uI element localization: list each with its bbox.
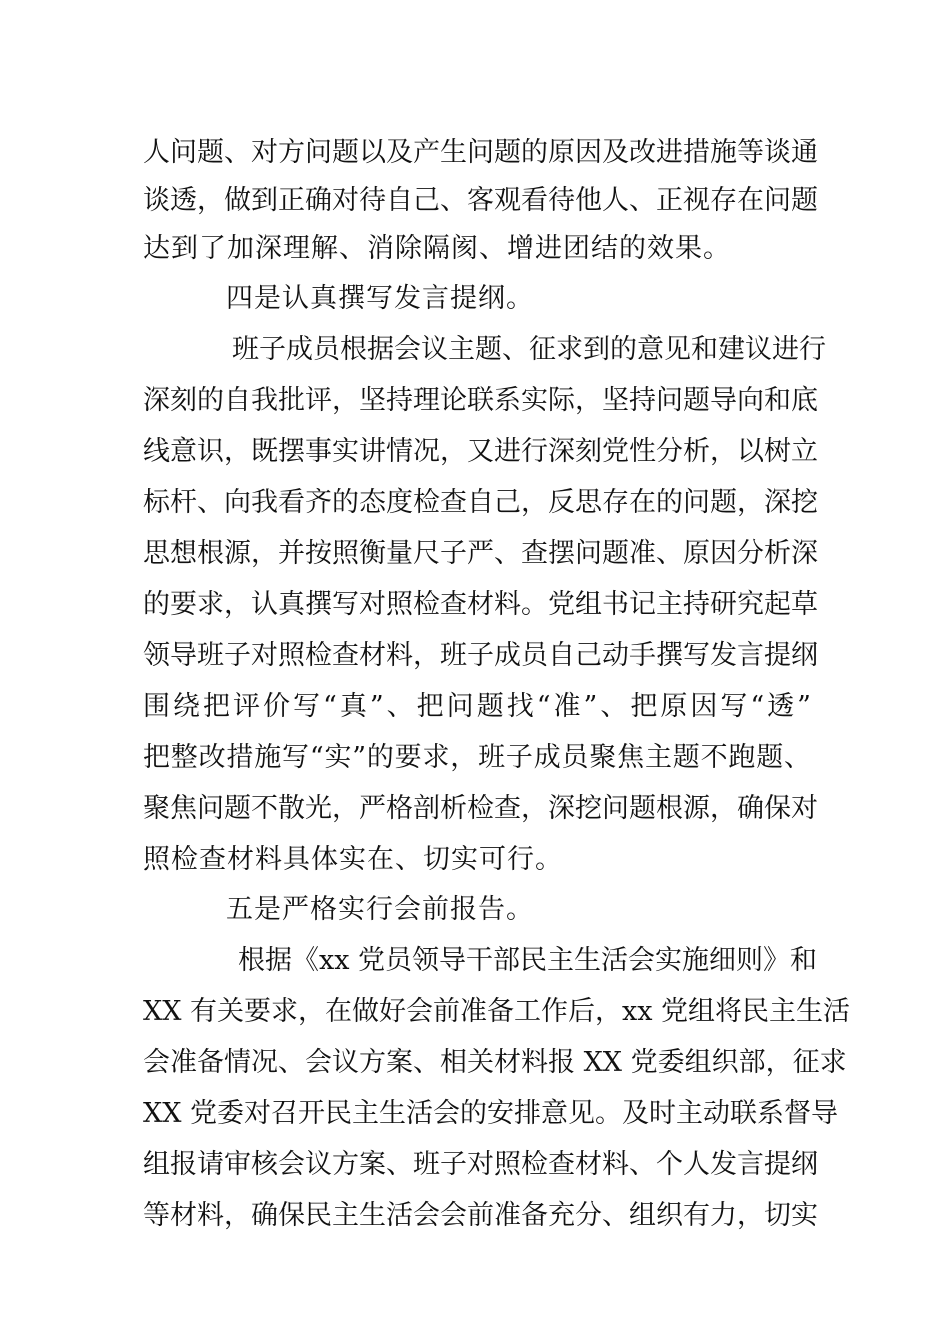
paragraph-line: 照检查材料具体实在、切实可行。 <box>143 844 563 875</box>
paragraph-line: 人问题、对方问题以及产生问题的原因及改进措施等谈通 <box>143 137 818 168</box>
section-heading: 四是认真撰写发言提纲。 <box>226 283 534 314</box>
section-heading: 五是严格实行会前报告。 <box>226 894 534 925</box>
paragraph-line: XX 有关要求，在做好会前准备工作后，xx 党组将民主生活 <box>143 996 851 1027</box>
paragraph-line: 思想根源，并按照衡量尺子严、查摆问题准、原因分析深 <box>143 538 818 569</box>
paragraph-line: 标杆、向我看齐的态度检查自己，反思存在的问题，深挖 <box>143 487 818 518</box>
paragraph-line: 达到了加深理解、消除隔阂、增进团结的效果。 <box>143 233 731 264</box>
paragraph-line: 等材料，确保民主生活会会前准备充分、组织有力，切实 <box>143 1200 818 1231</box>
paragraph-line: 领导班子对照检查材料，班子成员自己动手撰写发言提纲 <box>143 640 818 671</box>
paragraph-line: 聚焦问题不散光，严格剖析检查，深挖问题根源，确保对 <box>143 793 818 824</box>
paragraph-line: 根据《xx 党员领导干部民主生活会实施细则》和 <box>238 945 818 976</box>
paragraph-line: 的要求，认真撰写对照检查材料。党组书记主持研究起草 <box>143 589 818 620</box>
paragraph-line: 班子成员根据会议主题、征求到的意见和建议进行 <box>232 334 826 365</box>
paragraph-line: 围绕把评价写“真”、把问题找“准”、把原因写“透” <box>143 691 811 722</box>
paragraph-line: 谈透，做到正确对待自己、客观看待他人、正视存在问题 <box>143 185 818 216</box>
paragraph-line: 会准备情况、会议方案、相关材料报 XX 党委组织部，征求 <box>143 1047 847 1078</box>
paragraph-line: XX 党委对召开民主生活会的安排意见。及时主动联系督导 <box>143 1098 839 1129</box>
paragraph-line: 把整改措施写“实”的要求，班子成员聚焦主题不跑题、 <box>143 742 811 773</box>
paragraph-line: 组报请审核会议方案、班子对照检查材料、个人发言提纲 <box>143 1149 818 1180</box>
paragraph-line: 线意识，既摆事实讲情况，又进行深刻党性分析，以树立 <box>143 436 818 467</box>
paragraph-line: 深刻的自我批评，坚持理论联系实际，坚持问题导向和底 <box>143 385 818 416</box>
